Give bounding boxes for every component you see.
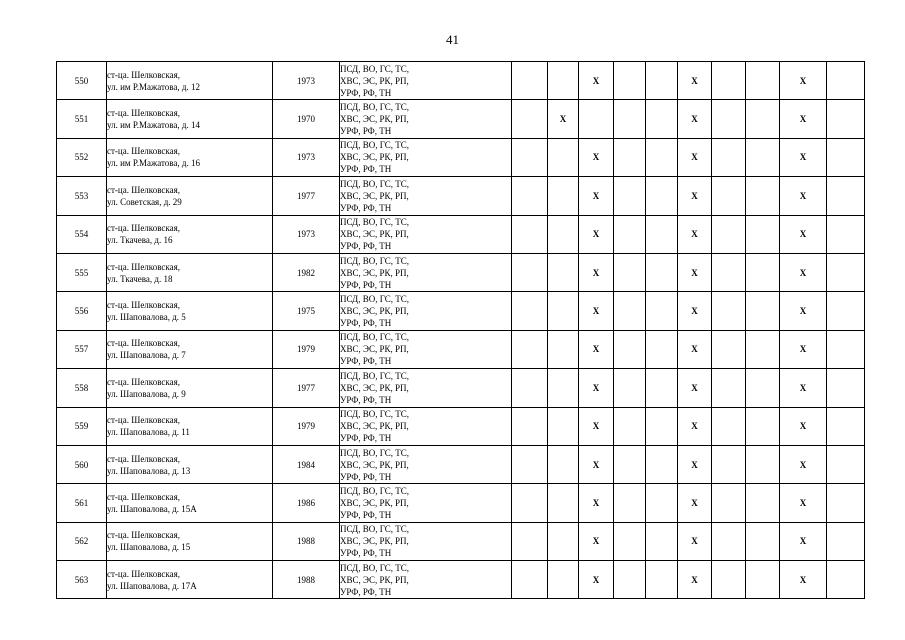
services-line: ХВС, ЭС, РК, РП, xyxy=(340,421,409,432)
mark-cell-8 xyxy=(746,215,780,253)
mark-cell-5 xyxy=(646,177,678,215)
services-line: ПСД, ВО, ГС, ТС, xyxy=(340,217,410,228)
mark-cell-3 xyxy=(579,100,614,138)
row-number: 562 xyxy=(57,522,107,560)
mark-cell-10 xyxy=(827,292,865,330)
mark-cell-3: X xyxy=(579,177,614,215)
address-cell xyxy=(107,369,273,407)
services-line: ПСД, ВО, ГС, ТС, xyxy=(340,294,410,305)
mark-cell-1 xyxy=(512,100,548,138)
address-settlement: ст-ца. Шелковская, xyxy=(107,261,181,272)
mark-cell-10 xyxy=(827,100,865,138)
mark-cell-9: X xyxy=(780,100,827,138)
mark-cell-4 xyxy=(614,369,646,407)
address-cell xyxy=(107,215,273,253)
mark-cell-7 xyxy=(712,561,746,599)
page-number: 41 xyxy=(446,32,459,47)
mark-cell-1 xyxy=(512,177,548,215)
build-year: 1977 xyxy=(273,177,340,215)
address-street: ул. им Р.Мажатова, д. 14 xyxy=(107,120,200,131)
address-street: ул. Шаповалова, д. 11 xyxy=(107,427,190,438)
mark-cell-5 xyxy=(646,100,678,138)
mark-cell-10 xyxy=(827,484,865,522)
mark-cell-2 xyxy=(548,177,579,215)
address-street: ул. Шаповалова, д. 17А xyxy=(107,580,197,591)
address-street: ул. Шаповалова, д. 5 xyxy=(107,312,186,323)
address-cell xyxy=(107,177,273,215)
services-cell xyxy=(340,369,512,407)
row-number: 558 xyxy=(57,369,107,407)
mark-cell-8 xyxy=(746,330,780,368)
address-cell xyxy=(107,484,273,522)
mark-cell-3: X xyxy=(579,330,614,368)
services-line: ПСД, ВО, ГС, ТС, xyxy=(340,178,410,189)
mark-cell-10 xyxy=(827,561,865,599)
services-cell xyxy=(340,330,512,368)
table-row xyxy=(57,561,865,599)
services-line: ХВС, ЭС, РК, РП, xyxy=(340,114,409,125)
address-settlement: ст-ца. Шелковская, xyxy=(107,415,181,426)
mark-cell-7 xyxy=(712,484,746,522)
mark-cell-10 xyxy=(827,369,865,407)
mark-cell-5 xyxy=(646,561,678,599)
services-cell xyxy=(340,292,512,330)
row-number: 555 xyxy=(57,253,107,291)
mark-cell-9: X xyxy=(780,445,827,483)
services-cell xyxy=(340,215,512,253)
services-line: ПСД, ВО, ГС, ТС, xyxy=(340,63,410,74)
mark-cell-3: X xyxy=(579,445,614,483)
build-year: 1977 xyxy=(273,369,340,407)
mark-cell-5 xyxy=(646,292,678,330)
mark-cell-7 xyxy=(712,522,746,560)
address-settlement: ст-ца. Шелковская, xyxy=(107,568,181,579)
mark-cell-3: X xyxy=(579,484,614,522)
services-line: УРФ, РФ, ТН xyxy=(340,394,392,405)
services-line: УРФ, РФ, ТН xyxy=(340,586,392,597)
address-settlement: ст-ца. Шелковская, xyxy=(107,453,181,464)
mark-cell-9: X xyxy=(780,62,827,100)
mark-cell-4 xyxy=(614,138,646,176)
address-cell xyxy=(107,292,273,330)
mark-cell-4 xyxy=(614,253,646,291)
address-settlement: ст-ца. Шелковская, xyxy=(107,376,181,387)
services-cell xyxy=(340,522,512,560)
mark-cell-1 xyxy=(512,292,548,330)
services-line: УРФ, РФ, ТН xyxy=(340,126,392,137)
mark-cell-3: X xyxy=(579,62,614,100)
build-year: 1988 xyxy=(273,522,340,560)
address-cell xyxy=(107,407,273,445)
mark-cell-6: X xyxy=(678,177,712,215)
services-line: ПСД, ВО, ГС, ТС, xyxy=(340,140,410,151)
row-number: 550 xyxy=(57,62,107,100)
mark-cell-7 xyxy=(712,445,746,483)
mark-cell-7 xyxy=(712,62,746,100)
build-year: 1975 xyxy=(273,292,340,330)
mark-cell-8 xyxy=(746,407,780,445)
table-row xyxy=(57,330,865,368)
row-number: 559 xyxy=(57,407,107,445)
services-line: ПСД, ВО, ГС, ТС, xyxy=(340,255,410,266)
build-year: 1973 xyxy=(273,215,340,253)
mark-cell-7 xyxy=(712,215,746,253)
row-number: 551 xyxy=(57,100,107,138)
address-street: ул. Шаповалова, д. 15А xyxy=(107,503,197,514)
address-cell xyxy=(107,138,273,176)
address-cell xyxy=(107,561,273,599)
mark-cell-8 xyxy=(746,369,780,407)
mark-cell-9: X xyxy=(780,138,827,176)
row-number: 554 xyxy=(57,215,107,253)
services-cell xyxy=(340,62,512,100)
mark-cell-2 xyxy=(548,62,579,100)
mark-cell-6: X xyxy=(678,407,712,445)
mark-cell-8 xyxy=(746,100,780,138)
mark-cell-1 xyxy=(512,215,548,253)
services-line: ХВС, ЭС, РК, РП, xyxy=(340,536,409,547)
mark-cell-4 xyxy=(614,407,646,445)
services-line: ХВС, ЭС, РК, РП, xyxy=(340,574,409,585)
mark-cell-6: X xyxy=(678,522,712,560)
services-line: ХВС, ЭС, РК, РП, xyxy=(340,459,409,470)
mark-cell-8 xyxy=(746,177,780,215)
mark-cell-10 xyxy=(827,138,865,176)
mark-cell-10 xyxy=(827,330,865,368)
housing-register-table xyxy=(56,61,865,599)
mark-cell-10 xyxy=(827,177,865,215)
mark-cell-1 xyxy=(512,522,548,560)
mark-cell-6: X xyxy=(678,445,712,483)
services-line: УРФ, РФ, ТН xyxy=(340,318,392,329)
mark-cell-5 xyxy=(646,445,678,483)
services-line: УРФ, РФ, ТН xyxy=(340,241,392,252)
mark-cell-6: X xyxy=(678,369,712,407)
mark-cell-2 xyxy=(548,484,579,522)
mark-cell-6: X xyxy=(678,138,712,176)
mark-cell-8 xyxy=(746,522,780,560)
address-settlement: ст-ца. Шелковская, xyxy=(107,530,181,541)
mark-cell-9: X xyxy=(780,253,827,291)
services-cell xyxy=(340,561,512,599)
table-row xyxy=(57,407,865,445)
row-number: 553 xyxy=(57,177,107,215)
table-row xyxy=(57,253,865,291)
mark-cell-2 xyxy=(548,445,579,483)
row-number: 563 xyxy=(57,561,107,599)
services-line: ХВС, ЭС, РК, РП, xyxy=(340,344,409,355)
mark-cell-7 xyxy=(712,292,746,330)
mark-cell-6: X xyxy=(678,292,712,330)
address-settlement: ст-ца. Шелковская, xyxy=(107,300,181,311)
build-year: 1986 xyxy=(273,484,340,522)
services-line: ПСД, ВО, ГС, ТС, xyxy=(340,485,410,496)
address-settlement: ст-ца. Шелковская, xyxy=(107,69,181,80)
mark-cell-8 xyxy=(746,62,780,100)
mark-cell-9: X xyxy=(780,561,827,599)
address-settlement: ст-ца. Шелковская, xyxy=(107,108,181,119)
services-line: УРФ, РФ, ТН xyxy=(340,509,392,520)
services-line: ПСД, ВО, ГС, ТС, xyxy=(340,562,410,573)
mark-cell-1 xyxy=(512,330,548,368)
mark-cell-4 xyxy=(614,215,646,253)
mark-cell-8 xyxy=(746,561,780,599)
mark-cell-7 xyxy=(712,330,746,368)
services-line: ХВС, ЭС, РК, РП, xyxy=(340,382,409,393)
address-street: ул. им Р.Мажатова, д. 12 xyxy=(107,81,200,92)
services-line: УРФ, РФ, ТН xyxy=(340,164,392,175)
services-line: ХВС, ЭС, РК, РП, xyxy=(340,75,409,86)
mark-cell-9: X xyxy=(780,177,827,215)
services-cell xyxy=(340,138,512,176)
mark-cell-3: X xyxy=(579,253,614,291)
address-cell xyxy=(107,330,273,368)
services-line: ХВС, ЭС, РК, РП, xyxy=(340,229,409,240)
address-street: ул. Ткачева, д. 16 xyxy=(107,235,173,246)
services-line: ХВС, ЭС, РК, РП, xyxy=(340,190,409,201)
table-row xyxy=(57,522,865,560)
mark-cell-9: X xyxy=(780,215,827,253)
mark-cell-10 xyxy=(827,62,865,100)
mark-cell-7 xyxy=(712,177,746,215)
mark-cell-3: X xyxy=(579,561,614,599)
services-line: ПСД, ВО, ГС, ТС, xyxy=(340,447,410,458)
mark-cell-1 xyxy=(512,62,548,100)
table-row xyxy=(57,369,865,407)
services-line: УРФ, РФ, ТН xyxy=(340,433,392,444)
mark-cell-5 xyxy=(646,215,678,253)
build-year: 1970 xyxy=(273,100,340,138)
services-cell xyxy=(340,177,512,215)
table-row xyxy=(57,484,865,522)
build-year: 1979 xyxy=(273,407,340,445)
row-number: 561 xyxy=(57,484,107,522)
address-settlement: ст-ца. Шелковская, xyxy=(107,223,181,234)
table-row xyxy=(57,138,865,176)
address-settlement: ст-ца. Шелковская, xyxy=(107,184,181,195)
address-cell xyxy=(107,445,273,483)
address-street: ул. Ткачева, д. 18 xyxy=(107,273,173,284)
services-line: УРФ, РФ, ТН xyxy=(340,279,392,290)
mark-cell-1 xyxy=(512,407,548,445)
services-cell xyxy=(340,253,512,291)
mark-cell-8 xyxy=(746,292,780,330)
address-street: ул. Шаповалова, д. 13 xyxy=(107,465,191,476)
build-year: 1988 xyxy=(273,561,340,599)
address-settlement: ст-ца. Шелковская, xyxy=(107,491,181,502)
mark-cell-5 xyxy=(646,330,678,368)
services-line: ХВС, ЭС, РК, РП, xyxy=(340,306,409,317)
mark-cell-5 xyxy=(646,253,678,291)
mark-cell-4 xyxy=(614,330,646,368)
mark-cell-6: X xyxy=(678,100,712,138)
mark-cell-4 xyxy=(614,177,646,215)
address-street: ул. Советская, д. 29 xyxy=(107,196,182,207)
mark-cell-7 xyxy=(712,369,746,407)
mark-cell-6: X xyxy=(678,330,712,368)
mark-cell-9: X xyxy=(780,484,827,522)
mark-cell-9: X xyxy=(780,522,827,560)
mark-cell-9: X xyxy=(780,407,827,445)
table-row xyxy=(57,62,865,100)
mark-cell-10 xyxy=(827,253,865,291)
services-cell xyxy=(340,407,512,445)
mark-cell-5 xyxy=(646,62,678,100)
mark-cell-9: X xyxy=(780,369,827,407)
services-line: ПСД, ВО, ГС, ТС, xyxy=(340,370,410,381)
mark-cell-1 xyxy=(512,369,548,407)
mark-cell-2 xyxy=(548,330,579,368)
address-cell xyxy=(107,522,273,560)
mark-cell-1 xyxy=(512,445,548,483)
build-year: 1984 xyxy=(273,445,340,483)
mark-cell-5 xyxy=(646,484,678,522)
services-line: УРФ, РФ, ТН xyxy=(340,202,392,213)
mark-cell-2: X xyxy=(548,100,579,138)
row-number: 556 xyxy=(57,292,107,330)
mark-cell-8 xyxy=(746,484,780,522)
mark-cell-7 xyxy=(712,138,746,176)
mark-cell-10 xyxy=(827,407,865,445)
mark-cell-1 xyxy=(512,561,548,599)
mark-cell-5 xyxy=(646,369,678,407)
mark-cell-10 xyxy=(827,445,865,483)
mark-cell-2 xyxy=(548,253,579,291)
services-cell xyxy=(340,484,512,522)
mark-cell-2 xyxy=(548,215,579,253)
services-line: ХВС, ЭС, РК, РП, xyxy=(340,497,409,508)
mark-cell-5 xyxy=(646,138,678,176)
mark-cell-6: X xyxy=(678,561,712,599)
address-street: ул. им Р.Мажатова, д. 16 xyxy=(107,158,200,169)
mark-cell-2 xyxy=(548,407,579,445)
build-year: 1973 xyxy=(273,138,340,176)
services-line: ПСД, ВО, ГС, ТС, xyxy=(340,524,410,535)
row-number: 560 xyxy=(57,445,107,483)
services-line: ХВС, ЭС, РК, РП, xyxy=(340,152,409,163)
mark-cell-3: X xyxy=(579,138,614,176)
mark-cell-9: X xyxy=(780,292,827,330)
mark-cell-6: X xyxy=(678,484,712,522)
mark-cell-6: X xyxy=(678,215,712,253)
mark-cell-1 xyxy=(512,138,548,176)
mark-cell-3: X xyxy=(579,369,614,407)
mark-cell-3: X xyxy=(579,522,614,560)
services-line: ПСД, ВО, ГС, ТС, xyxy=(340,409,410,420)
mark-cell-2 xyxy=(548,522,579,560)
mark-cell-4 xyxy=(614,62,646,100)
mark-cell-8 xyxy=(746,138,780,176)
mark-cell-4 xyxy=(614,522,646,560)
services-line: ХВС, ЭС, РК, РП, xyxy=(340,267,409,278)
address-street: ул. Шаповалова, д. 9 xyxy=(107,388,186,399)
services-line: УРФ, РФ, ТН xyxy=(340,356,392,367)
address-cell xyxy=(107,62,273,100)
row-number: 552 xyxy=(57,138,107,176)
address-street: ул. Шаповалова, д. 7 xyxy=(107,350,186,361)
mark-cell-10 xyxy=(827,215,865,253)
mark-cell-9: X xyxy=(780,330,827,368)
services-line: ПСД, ВО, ГС, ТС, xyxy=(340,332,410,343)
table-row xyxy=(57,100,865,138)
services-line: УРФ, РФ, ТН xyxy=(340,471,392,482)
mark-cell-3: X xyxy=(579,407,614,445)
mark-cell-2 xyxy=(548,138,579,176)
mark-cell-7 xyxy=(712,407,746,445)
build-year: 1973 xyxy=(273,62,340,100)
mark-cell-5 xyxy=(646,522,678,560)
table-row xyxy=(57,215,865,253)
mark-cell-4 xyxy=(614,561,646,599)
mark-cell-5 xyxy=(646,407,678,445)
mark-cell-4 xyxy=(614,445,646,483)
mark-cell-3: X xyxy=(579,292,614,330)
table-row xyxy=(57,177,865,215)
services-line: УРФ, РФ, ТН xyxy=(340,548,392,559)
address-settlement: ст-ца. Шелковская, xyxy=(107,338,181,349)
mark-cell-1 xyxy=(512,253,548,291)
mark-cell-2 xyxy=(548,369,579,407)
mark-cell-2 xyxy=(548,292,579,330)
address-cell xyxy=(107,253,273,291)
mark-cell-6: X xyxy=(678,62,712,100)
mark-cell-7 xyxy=(712,100,746,138)
address-cell xyxy=(107,100,273,138)
services-line: ПСД, ВО, ГС, ТС, xyxy=(340,102,410,113)
services-cell xyxy=(340,445,512,483)
mark-cell-6: X xyxy=(678,253,712,291)
mark-cell-10 xyxy=(827,522,865,560)
row-number: 557 xyxy=(57,330,107,368)
mark-cell-7 xyxy=(712,253,746,291)
table-row xyxy=(57,445,865,483)
mark-cell-8 xyxy=(746,253,780,291)
mark-cell-4 xyxy=(614,484,646,522)
mark-cell-8 xyxy=(746,445,780,483)
mark-cell-3: X xyxy=(579,215,614,253)
mark-cell-1 xyxy=(512,484,548,522)
mark-cell-2 xyxy=(548,561,579,599)
build-year: 1982 xyxy=(273,253,340,291)
mark-cell-4 xyxy=(614,100,646,138)
address-street: ул. Шаповалова, д. 15 xyxy=(107,542,191,553)
address-settlement: ст-ца. Шелковская, xyxy=(107,146,181,157)
table-row xyxy=(57,292,865,330)
services-line: УРФ, РФ, ТН xyxy=(340,87,392,98)
mark-cell-4 xyxy=(614,292,646,330)
services-cell xyxy=(340,100,512,138)
build-year: 1979 xyxy=(273,330,340,368)
